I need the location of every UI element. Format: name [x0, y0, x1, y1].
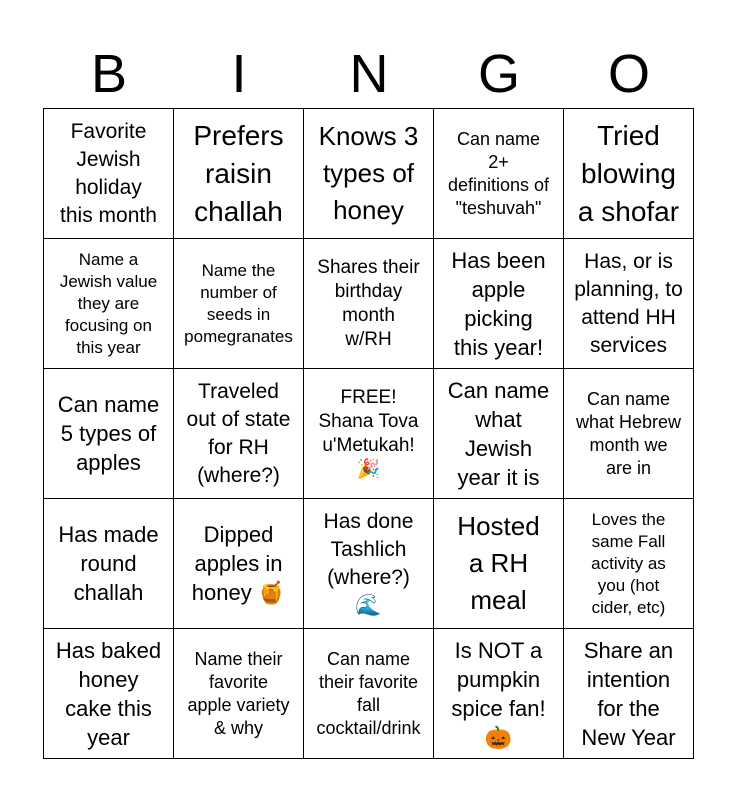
cell-text: Traveled out of state for RH (where?): [186, 379, 291, 487]
bingo-cell[interactable]: [434, 629, 564, 759]
cell-text: Can name 5 types of apples: [57, 392, 160, 475]
cell-text: Knows 3 types of honey: [318, 121, 419, 225]
bingo-cell[interactable]: [44, 369, 174, 499]
bingo-cell[interactable]: [174, 109, 304, 239]
bingo-grid: [43, 108, 694, 759]
bingo-cell[interactable]: [564, 239, 694, 369]
cell-text: Dipped apples in honey 🍯: [191, 522, 286, 605]
bingo-cell[interactable]: [44, 109, 174, 239]
bingo-cell[interactable]: [304, 629, 434, 759]
bingo-header: [44, 40, 694, 108]
cell-text: Can name their favorite fall cocktail/drink: [316, 648, 421, 738]
header-letter-n: N: [349, 44, 389, 104]
cell-text: Can name 2+ definitions of "teshuvah": [447, 128, 550, 218]
cell-text: Favorite Jewish holiday this month: [60, 119, 157, 227]
bingo-cell[interactable]: [174, 499, 304, 629]
cell-text: Has made round challah: [58, 522, 159, 605]
free-space-cell[interactable]: [304, 369, 434, 499]
bingo-cell[interactable]: [564, 499, 694, 629]
bingo-cell[interactable]: [174, 369, 304, 499]
bingo-cell[interactable]: [44, 629, 174, 759]
cell-text: Name their favorite apple variety & why: [187, 648, 290, 738]
header-letter-b: B: [90, 44, 128, 104]
cell-text: Has done Tashlich (where?) 🌊: [323, 509, 414, 617]
cell-text: Has, or is planning, to attend HH services: [574, 249, 683, 357]
header-letter-o: O: [607, 44, 650, 104]
cell-text: Loves the same Fall activity as you (hot cider, etc): [591, 509, 666, 617]
cell-text: Shares their birthday month w/RH: [317, 256, 420, 350]
bingo-cell[interactable]: [174, 239, 304, 369]
bingo-cell[interactable]: [434, 239, 564, 369]
cell-text: Name the number of seeds in pomegranates: [184, 260, 293, 346]
bingo-cell[interactable]: [434, 499, 564, 629]
bingo-cell[interactable]: [304, 499, 434, 629]
bingo-cell[interactable]: [174, 629, 304, 759]
bingo-cell[interactable]: [564, 629, 694, 759]
cell-text: Share an intention for the New Year: [581, 637, 676, 750]
bingo-cell[interactable]: [564, 109, 694, 239]
bingo-cell[interactable]: [304, 109, 434, 239]
bingo-cell[interactable]: [304, 239, 434, 369]
bingo-cell[interactable]: [564, 369, 694, 499]
cell-text: Tried blowing a shofar: [577, 119, 680, 227]
bingo-cell[interactable]: [44, 239, 174, 369]
cell-text: Prefers raisin challah: [193, 119, 284, 227]
bingo-cell[interactable]: [434, 109, 564, 239]
cell-text: Can name what Hebrew month we are in: [575, 388, 682, 478]
cell-text: Name a Jewish value they are focusing on this year: [59, 249, 158, 357]
header-letter-g: G: [477, 44, 520, 104]
bingo-cell[interactable]: [44, 499, 174, 629]
cell-text: Has baked honey cake this year: [55, 637, 162, 750]
cell-text: Can name what Jewish year it is: [447, 377, 550, 490]
cell-text: Has been apple picking this year!: [451, 247, 546, 360]
bingo-cell[interactable]: [434, 369, 564, 499]
header-letter-i: I: [231, 44, 247, 104]
cell-text: Hosted a RH meal: [457, 511, 540, 615]
cell-text: Is NOT a pumpkin spice fan! 🎃: [451, 637, 546, 750]
cell-text: FREE! Shana Tova u'Metukah! 🎉: [318, 386, 419, 480]
